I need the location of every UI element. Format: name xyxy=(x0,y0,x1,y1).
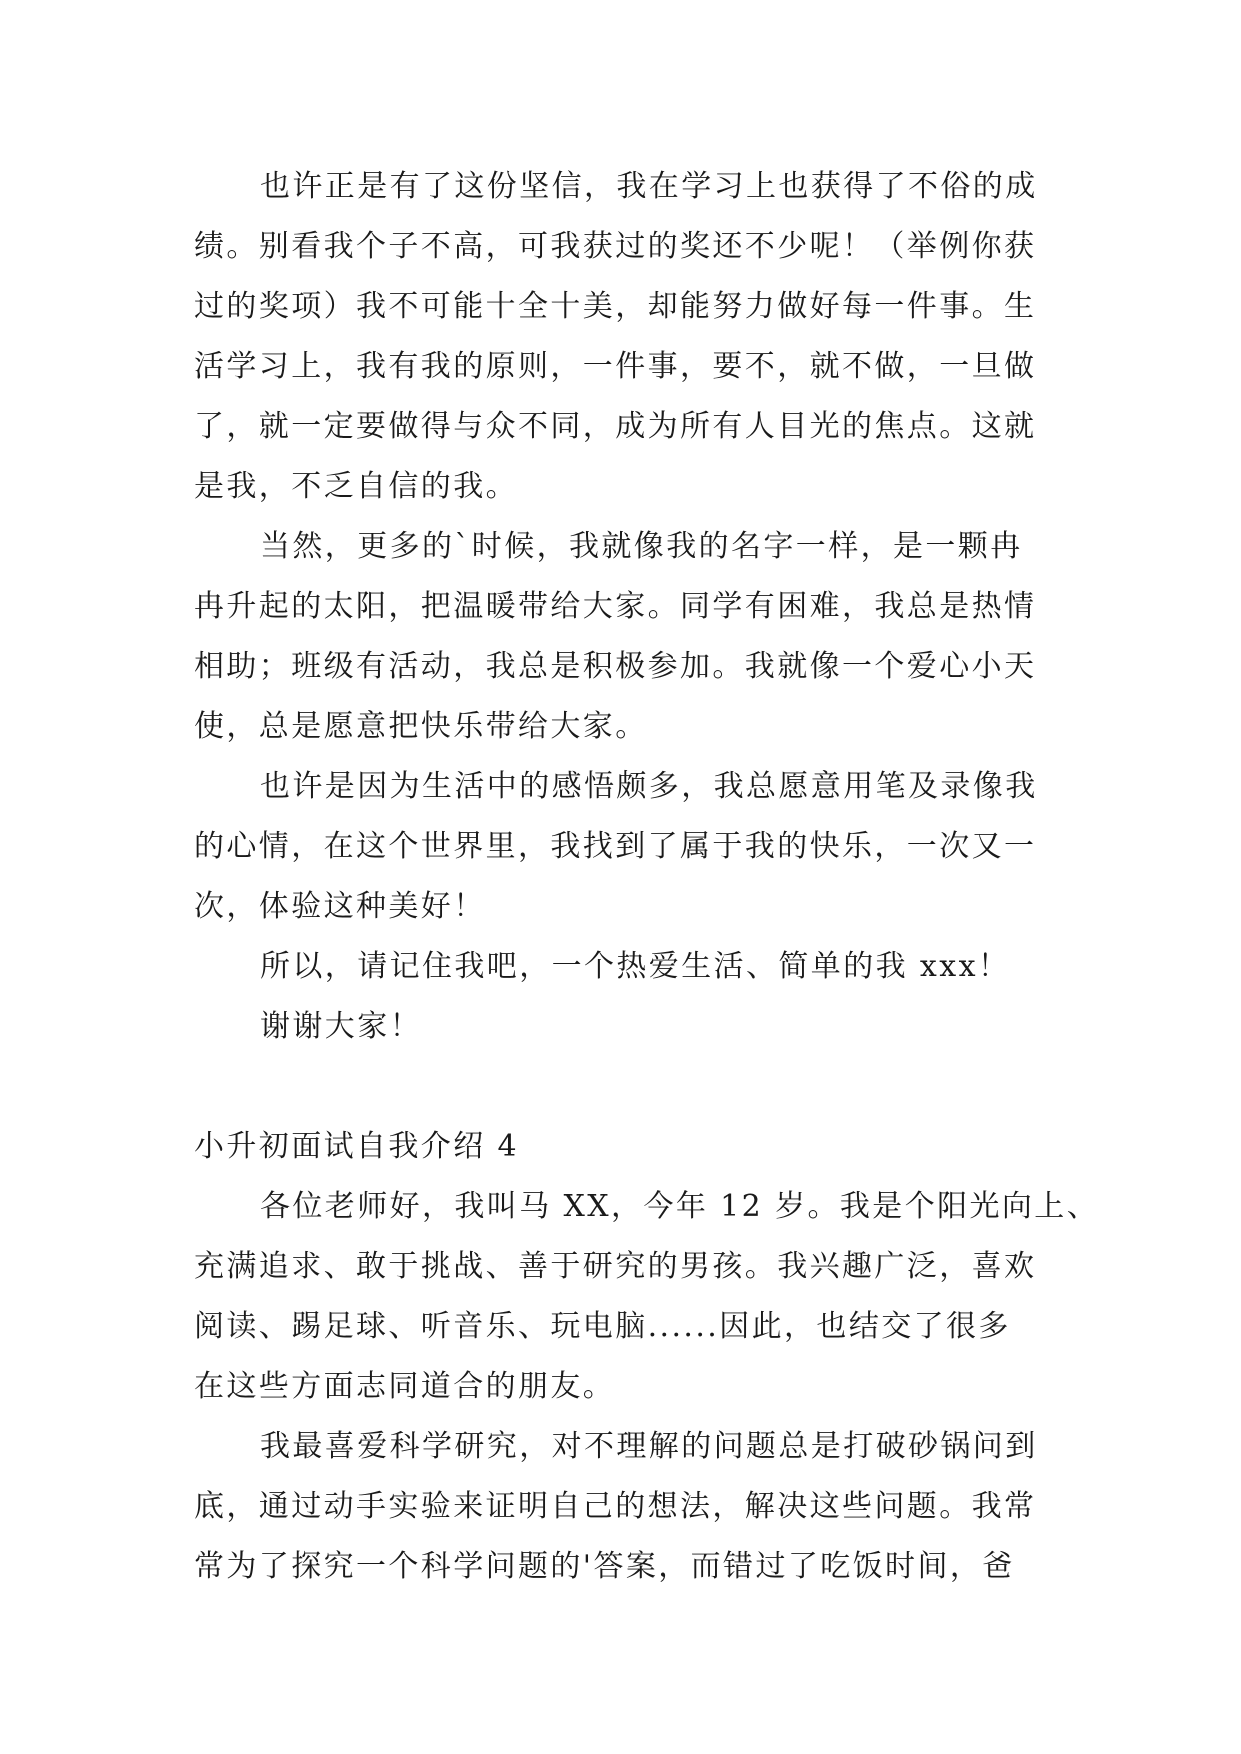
section-heading: 小升初面试自我介绍 4 xyxy=(194,1129,520,1164)
text-line: 的心情，在这个世界里，我找到了属于我的快乐，一次又一 xyxy=(194,829,1037,864)
text-line: 次，体验这种美好！ xyxy=(194,889,486,924)
text-line: 活学习上，我有我的原则，一件事，要不，就不做，一旦做 xyxy=(194,349,1037,384)
text-line: 各位老师好，我叫马 XX，今年 12 岁。我是个阳光向上、 xyxy=(260,1189,1100,1224)
text-line: 底，通过动手实验来证明自己的想法，解决这些问题。我常 xyxy=(194,1489,1037,1524)
text-line: 使，总是愿意把快乐带给大家。 xyxy=(194,709,648,744)
text-line: 所以，请记住我吧，一个热爱生活、简单的我 xxx！ xyxy=(260,949,1011,984)
text-line: 也许正是有了这份坚信，我在学习上也获得了不俗的成 xyxy=(260,169,1038,204)
text-line: 常为了探究一个科学问题的'答案，而错过了吃饭时间，爸 xyxy=(194,1549,1015,1584)
text-line: 是我，不乏自信的我。 xyxy=(194,469,518,504)
text-line: 也许是因为生活中的感悟颇多，我总愿意用笔及录像我 xyxy=(260,769,1038,804)
text-line: 阅读、踢足球、听音乐、玩电脑......因此，也结交了很多 xyxy=(194,1309,1011,1344)
document-body xyxy=(194,157,1100,1597)
paragraph-remember-me xyxy=(194,937,1064,997)
paragraph-science xyxy=(194,1417,1064,1597)
paragraph-confidence xyxy=(194,157,1064,517)
text-line: 谢谢大家！ xyxy=(260,1009,422,1044)
text-line: 绩。别看我个子不高，可我获过的奖还不少呢！（举例你获 xyxy=(194,229,1037,264)
paragraph-feelings xyxy=(194,757,1064,937)
text-line: 充满追求、敢于挑战、善于研究的男孩。我兴趣广泛，喜欢 xyxy=(194,1249,1037,1284)
text-line: 相助；班级有活动，我总是积极参加。我就像一个爱心小天 xyxy=(194,649,1037,684)
text-line: 了，就一定要做得与众不同，成为所有人目光的焦点。这就 xyxy=(194,409,1037,444)
text-line: 在这些方面志同道合的朋友。 xyxy=(194,1369,616,1404)
paragraph-thanks xyxy=(194,997,1064,1057)
section-spacer xyxy=(194,1057,1064,1117)
text-line: 我最喜爱科学研究，对不理解的问题总是打破砂锅问到 xyxy=(260,1429,1038,1464)
text-line: 过的奖项）我不可能十全十美，却能努力做好每一件事。生 xyxy=(194,289,1037,324)
text-line: 冉升起的太阳，把温暖带给大家。同学有困难，我总是热情 xyxy=(194,589,1037,624)
paragraph-sunshine xyxy=(194,517,1064,757)
text-line: 当然，更多的`时候，我就像我的名字一样，是一颗冉 xyxy=(260,529,1023,564)
paragraph-introduction xyxy=(194,1177,1100,1417)
